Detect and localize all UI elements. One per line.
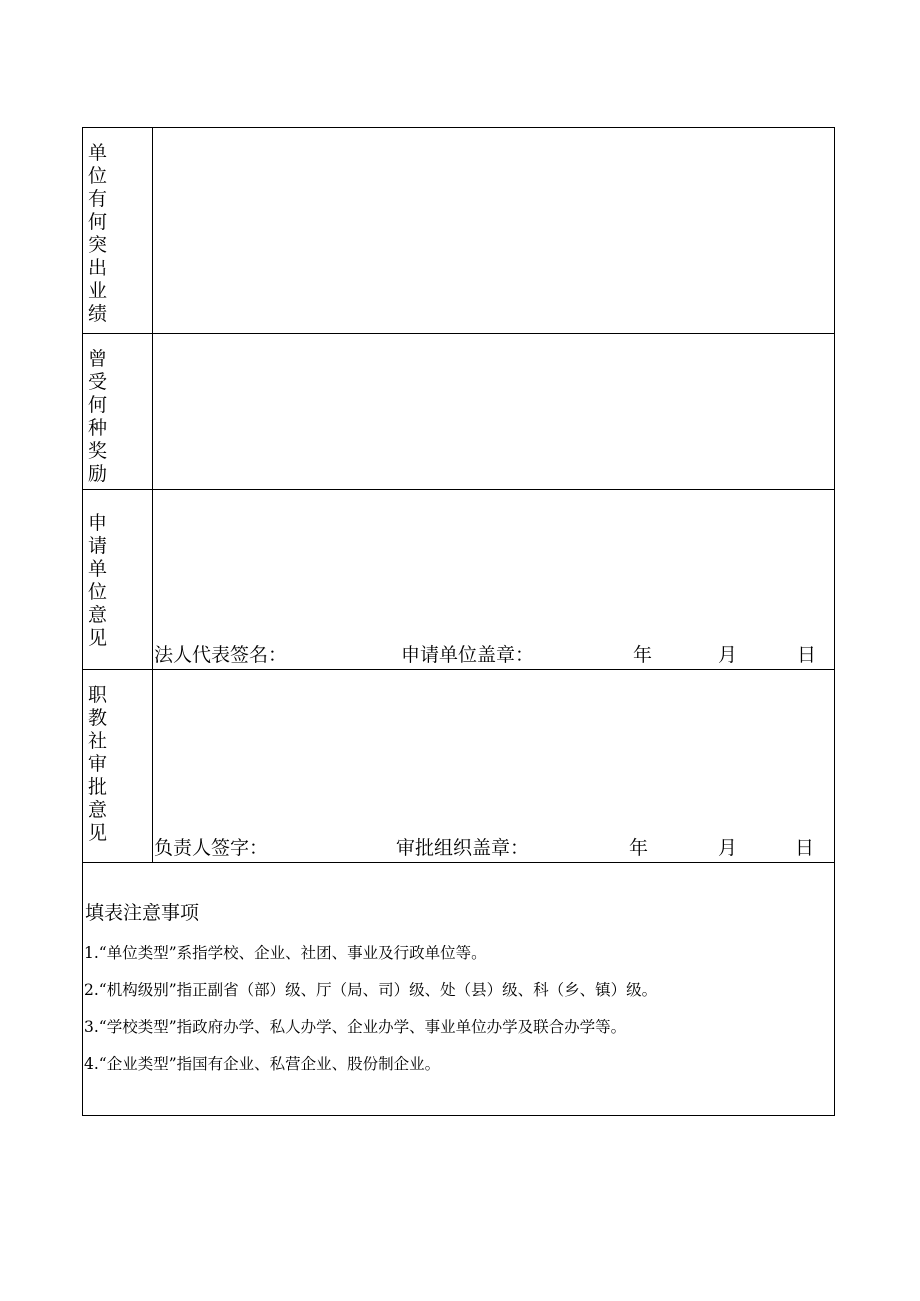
notes-item: 4.“企业类型”指国有企业、私营企业、股份制企业。	[84, 1055, 441, 1073]
achievements-row	[83, 128, 834, 334]
notes-section	[83, 861, 834, 1115]
approval-seal-label: 审批组织盖章：	[396, 837, 530, 859]
achievements-label	[83, 128, 153, 333]
label-char: 受	[88, 371, 108, 393]
label-char: 种	[88, 417, 108, 439]
label-char: 曾	[88, 348, 108, 370]
label-char: 意	[88, 799, 108, 821]
label-char: 有	[88, 188, 108, 210]
legal-rep-signature-label: 法人代表签名：	[154, 644, 288, 666]
approval-opinion-row	[83, 670, 834, 863]
label-char: 审	[88, 753, 108, 775]
label-char: 励	[88, 463, 108, 485]
awards-field[interactable]	[153, 334, 834, 489]
label-char: 职	[88, 684, 108, 706]
label-char: 单	[88, 142, 108, 164]
label-char: 单	[88, 558, 108, 580]
approval-signature-line	[153, 834, 834, 862]
label-char: 突	[88, 234, 108, 256]
label-char: 奖	[88, 440, 108, 462]
month-label: 月	[718, 644, 738, 666]
year-label: 年	[629, 837, 649, 859]
day-label: 日	[795, 837, 815, 859]
label-char: 教	[88, 707, 108, 729]
label-char: 见	[88, 822, 108, 844]
label-char: 位	[88, 165, 108, 187]
day-label: 日	[797, 644, 817, 666]
year-label: 年	[633, 644, 653, 666]
label-char: 位	[88, 581, 108, 603]
label-char: 绩	[88, 303, 108, 325]
label-char: 何	[88, 394, 108, 416]
achievements-field[interactable]	[153, 128, 834, 333]
applicant-opinion-label	[83, 490, 153, 669]
notes-item: 3.“学校类型”指政府办学、私人办学、企业办学、事业单位办学及联合办学等。	[84, 1018, 627, 1036]
applicant-signature-line	[153, 641, 834, 669]
label-char: 请	[88, 535, 108, 557]
responsible-signature-label: 负责人签字：	[154, 837, 269, 859]
awards-row	[83, 334, 834, 490]
label-char: 社	[88, 730, 108, 752]
applicant-seal-label: 申请单位盖章：	[401, 644, 535, 666]
label-char: 何	[88, 211, 108, 233]
approval-opinion-label	[83, 670, 153, 862]
approval-opinion-field[interactable]	[153, 670, 834, 862]
month-label: 月	[718, 837, 738, 859]
label-char: 申	[88, 512, 108, 534]
notes-item: 2.“机构级别”指正副省（部）级、厅（局、司）级、处（县）级、科（乡、镇）级。	[84, 981, 658, 999]
label-char: 批	[88, 776, 108, 798]
applicant-opinion-row	[83, 490, 834, 670]
notes-title: 填表注意事项	[85, 902, 200, 924]
label-char: 意	[88, 604, 108, 626]
applicant-opinion-field[interactable]	[153, 490, 834, 669]
awards-label	[83, 334, 153, 489]
application-form	[82, 127, 835, 1116]
notes-item: 1.“单位类型”系指学校、企业、社团、事业及行政单位等。	[84, 944, 487, 962]
label-char: 出	[88, 257, 108, 279]
label-char: 业	[88, 280, 108, 302]
label-char: 见	[88, 627, 108, 649]
